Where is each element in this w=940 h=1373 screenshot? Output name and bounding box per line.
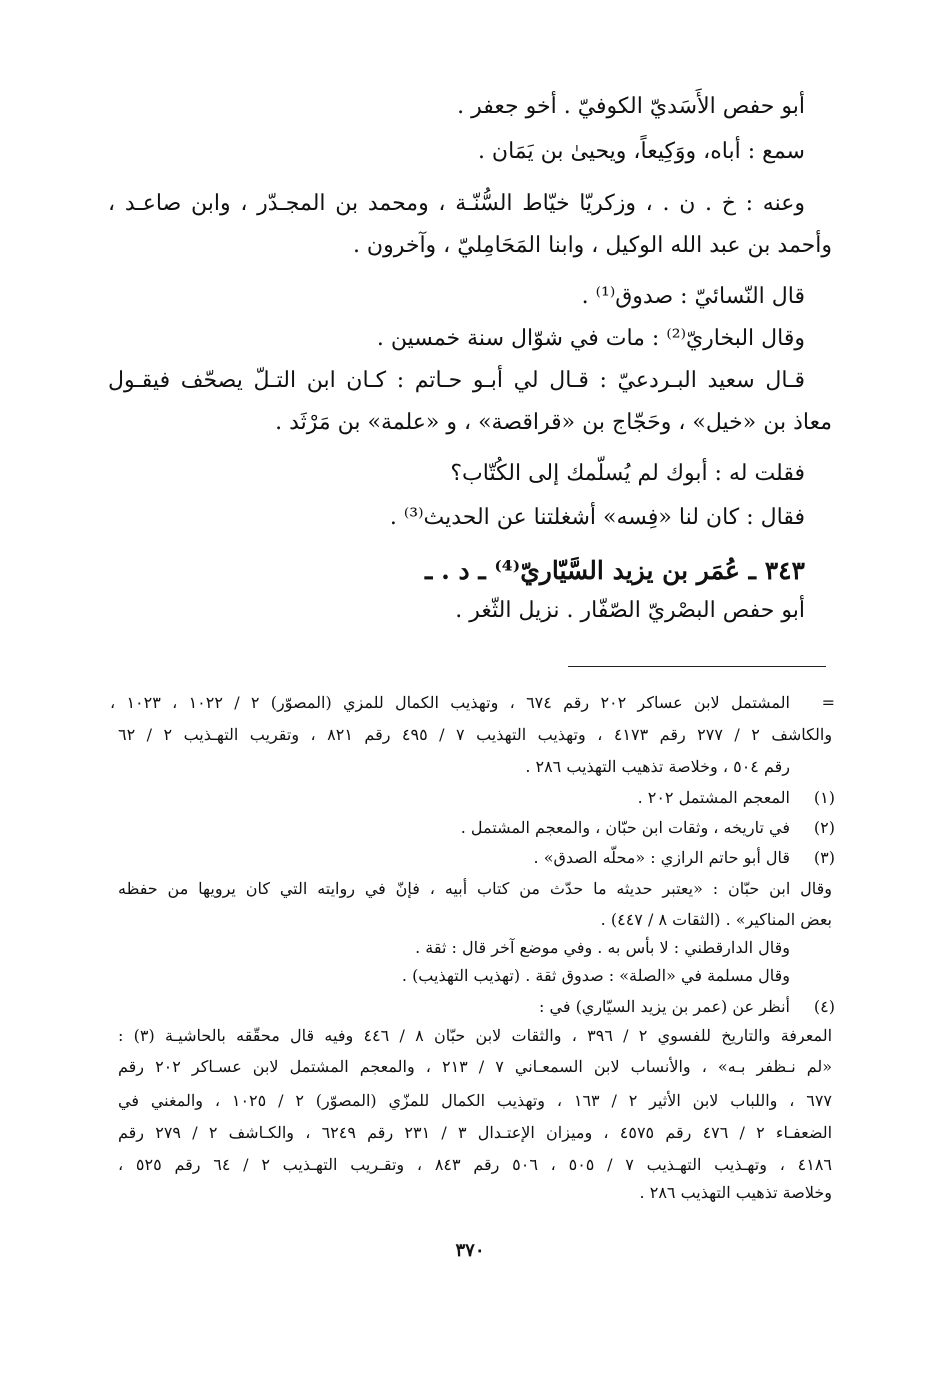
- footnote-line: وقال الدارقطني : لا بأس به . وفي موضع آخر قال : ثقة .: [415, 938, 790, 957]
- footnote-line: ٦٧٧ ، واللباب لابن الأثير ٢ / ١٦٣ ، وتهذيب الكمال للمزّي (المصوّر) ٢ / ١٠٢٥ ، والمغني في: [118, 1091, 832, 1110]
- footnote-line: رقم ٥٠٤ ، وخلاصة تذهيب التهذيب ٢٨٦ .: [525, 757, 790, 776]
- footnote-line: «لم نـظفر بـه» ، والأنساب لابن السمعـاني ٧ / ٢١٣ ، والمعجم المشتمل لابن عسـاكر ٢٠٢ رقم: [118, 1057, 833, 1076]
- footnote-text: أنظر عن (عمر بن يزيد السيّاري) في :: [539, 997, 790, 1016]
- footnote-separator: [568, 666, 826, 667]
- footnote-line: المشتمل لابن عساكر ٢٠٢ رقم ٦٧٤ ، وتهذيب الكمال للمزي (المصوّر) ٢ / ١٠٢٢ ، ١٠٢٣ ،: [110, 693, 790, 712]
- footnote-number: (٤): [813, 997, 835, 1016]
- text-line: فقال : كان لنا «فِسه» أشغلتنا عن الحديث⁽³⁾ .: [389, 505, 805, 530]
- text-line: وعنه : خ . ن . ، وزكريّا خيّاط السُّنّـة ، ومحمد بن المجـدّر ، وابن صاعـد ،: [108, 191, 805, 216]
- text-line: معاذ بن «خيل» ، وحَجّاج بن «قراقصة» ، و «علمة» بن مَرْثَد .: [275, 410, 832, 435]
- footnote-line: بعض المناكير» . (الثقات ٨ / ٤٤٧) .: [600, 910, 832, 929]
- footnote-line: ٤١٨٦ ، وتهـذيب التهـذيب ٧ / ٥٠٥ ، ٥٠٦ رقم ٨٤٣ ، وتقـريب التهـذيب ٢ / ٦٤ رقم ٥٢٥ ،: [118, 1155, 833, 1174]
- footnote-number: (٢): [813, 818, 835, 837]
- entry-heading: ٣٤٣ ـ عُمَر بن يزيد السَّيّاريّ⁽⁴⁾ ـ د . ـ: [425, 556, 805, 585]
- continuation-marker: =: [821, 693, 835, 712]
- footnote-line: وقال ابن حبّان : «يعتبر حديثه ما حدّث من كتاب أبيه ، فإنّ في روايته التي كان يرويها من حفظه: [118, 879, 832, 898]
- footnote-line: والكاشف ٢ / ٢٧٧ رقم ٤١٧٣ ، وتهذيب التهذيب ٧ / ٤٩٥ رقم ٨٢١ ، وتقريب التهـذيب ٢ / ٦٢: [118, 725, 833, 744]
- footnote-line: وقال مسلمة في «الصلة» : صدوق ثقة . (تهذيب التهذيب) .: [401, 966, 790, 985]
- text-line: وقال البخاريّ⁽²⁾ : مات في شوّال سنة خمسين .: [376, 326, 805, 351]
- footnote-number: (١): [813, 788, 835, 807]
- page-number: ٣٧٠: [455, 1240, 485, 1261]
- footnote-text: المعجم المشتمل ٢٠٢ .: [637, 788, 790, 807]
- text-line: وأحمد بن عبد الله الوكيل ، وابنا المَحَامِليّ ، وآخرون .: [352, 233, 832, 258]
- text-line: أبو حفص الأَسَديّ الكوفيّ . أخو جعفر .: [457, 94, 805, 119]
- text-line: قـال سعيد البـردعيّ : قـال لي أبـو حـاتم : كـان ابن التـلّ يصحّف فيقـول: [108, 368, 805, 393]
- text-line: سمع : أباه، ووَكِيعاً، ويحيىٰ بن يَمَان .: [477, 139, 805, 164]
- footnote-text: في تاريخه ، وثقات ابن حبّان ، والمعجم المشتمل .: [460, 818, 790, 837]
- footnote-line: الضعفـاء ٢ / ٤٧٦ رقم ٤٥٧٥ ، وميزان الإعتـدال ٣ / ٢٣١ رقم ٦٢٤٩ ، والكـاشف ٢ / ٢٧٩ رقم: [118, 1123, 833, 1142]
- text-line: فقلت له : أبوك لم يُسلّمك إلى الكُتّاب؟: [450, 461, 805, 486]
- footnote-line: المعرفة والتاريخ للفسوي ٢ / ٣٩٦ ، والثقات لابن حبّان ٨ / ٤٤٦ وفيه قال محقّقه بالحاشيـة (٣) :: [118, 1026, 833, 1045]
- footnote-line: وخلاصة تذهيب التهذيب ٢٨٦ .: [639, 1183, 832, 1202]
- footnote-text: قال أبو حاتم الرازي : «محلّه الصدق» .: [533, 848, 790, 867]
- text-line: قال النّسائيّ : صدوق⁽¹⁾ .: [581, 284, 805, 309]
- text-line: أبو حفص البصْريّ الصّفّار . نزيل الثّغر .: [455, 598, 805, 623]
- footnote-number: (٣): [813, 848, 835, 867]
